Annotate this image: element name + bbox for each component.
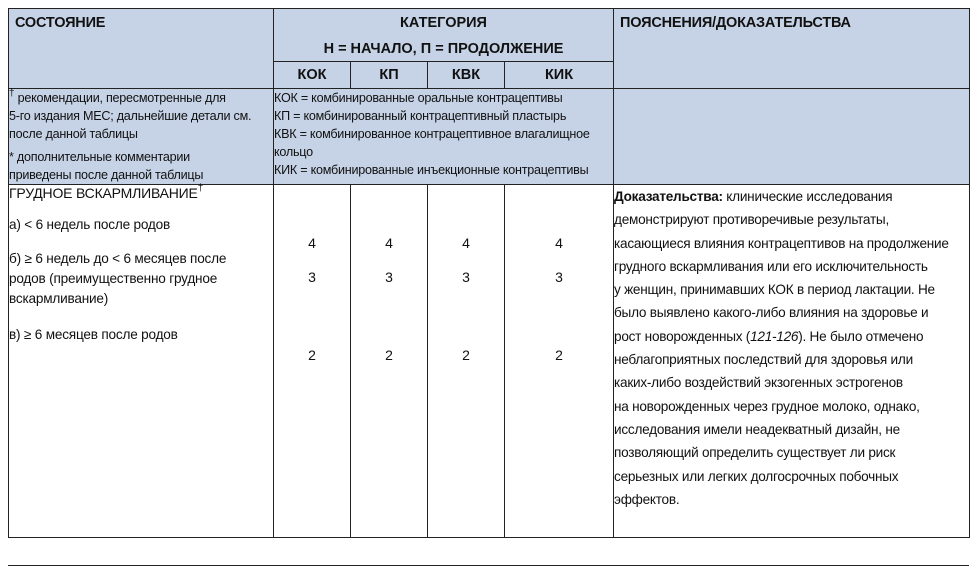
value-kvk-a: 4 [462, 235, 470, 251]
values-kik [505, 185, 614, 538]
value-kok-b: 3 [308, 269, 316, 285]
evidence-line-9: каких-либо воздействий экзогенных эстрогенов [614, 375, 903, 391]
evidence-line-12: позволяющий определить существует ли риск [614, 445, 896, 461]
evidence-line-1-text: клинические исследования [722, 189, 893, 204]
evidence-line-7-post: ). Не было отмечено [798, 328, 924, 344]
evidence-line-5: у женщин, принимавших КОК в период лактации. Не [614, 282, 935, 298]
value-kp-a: 4 [385, 235, 393, 251]
header-row-1 [9, 9, 970, 62]
evidence-line-4: грудного вскармливания или его исключительность [614, 258, 928, 274]
dagger-note-line3: после данной таблицы [9, 127, 138, 141]
breastfeeding-row [9, 185, 970, 538]
star-note-line1: * дополнительные комментарии [9, 150, 190, 164]
value-kok-c: 2 [308, 347, 316, 363]
condition-dagger: † [197, 183, 204, 195]
condition-header-cell [9, 9, 274, 89]
value-kok-a: 4 [308, 235, 316, 251]
value-kp-c: 2 [385, 347, 393, 363]
evidence-cell [614, 185, 970, 538]
evidence-citation: 121-126 [750, 328, 799, 344]
explanations-header-cell [614, 9, 970, 89]
dagger-note-line1: рекомендации, пересмотренные для [17, 91, 226, 105]
abbr-kok: КОК = комбинированные оральные контрацептивы [274, 91, 563, 105]
method-header-kvk: КВК [428, 62, 505, 89]
condition-cell [9, 185, 274, 538]
abbreviations [274, 89, 614, 185]
dagger-symbol: † [9, 87, 15, 99]
explanations-header: ПОЯСНЕНИЯ/ДОКАЗАТЕЛЬСТВА [620, 15, 851, 31]
condition-item-b-line2: родов (преимущественно грудное [9, 271, 218, 286]
value-kik-b: 3 [555, 269, 563, 285]
evidence-line-2: демонстрируют противоречивые результаты, [614, 212, 889, 228]
condition-title-text: ГРУДНОЕ ВСКАРМЛИВАНИЕ [9, 185, 198, 201]
condition-header: СОСТОЯНИЕ [15, 15, 106, 31]
method-header-kp: КП [351, 62, 428, 89]
method-header-kik: КИК [505, 62, 614, 89]
abbr-kvk-cont: кольцо [274, 145, 313, 159]
category-header-cell [274, 9, 614, 62]
values-kp [351, 185, 428, 538]
abbr-kp: КП = комбинированный контрацептивный пластырь [274, 109, 567, 123]
value-kik-a: 4 [555, 235, 563, 251]
evidence-line-3: касающиеся влияния контрацептивов на продолжение [614, 235, 949, 251]
bottom-rule [8, 565, 969, 566]
dagger-note-line2: 5-го издания МЕС; дальнейшие детали см. [9, 109, 252, 123]
condition-item-b-line1: б) ≥ 6 недель до < 6 месяцев после [9, 251, 227, 266]
value-kvk-c: 2 [462, 347, 470, 363]
condition-item-a [9, 215, 273, 235]
value-kvk-b: 3 [462, 269, 470, 285]
evidence-line-7-pre: рост новорожденных ( [614, 328, 751, 344]
legend-empty-cell [614, 89, 970, 185]
condition-title [9, 185, 273, 201]
category-subheader: Н = НАЧАЛО, П = ПРОДОЛЖЕНИЕ [323, 41, 564, 57]
mec-table [8, 8, 970, 538]
condition-item-b-line3: вскармливание) [9, 291, 109, 306]
value-kp-b: 3 [385, 269, 393, 285]
legend-notes [9, 89, 274, 185]
evidence-line-10: на новорожденных через грудное молоко, однако, [614, 398, 920, 414]
method-header-kok: КОК [274, 62, 351, 89]
evidence-line-14: эффектов. [614, 491, 680, 507]
evidence-line-7 [614, 325, 969, 348]
condition-item-c-text: в) ≥ 6 месяцев после родов [9, 327, 178, 342]
category-header: КАТЕГОРИЯ [400, 15, 487, 31]
values-kvk [428, 185, 505, 538]
evidence-line-6: было выявлено какого-либо влияния на здоровье и [614, 305, 929, 321]
evidence-line-8: неблагоприятных последствий для здоровья или [614, 352, 913, 368]
star-note-line2: приведены после данной таблицы [9, 168, 204, 182]
evidence-label: Доказательства: [614, 189, 723, 204]
value-kik-c: 2 [555, 347, 563, 363]
evidence-line-1 [614, 185, 969, 208]
abbr-kik: КИК = комбинированные инъекционные контрацептивы [274, 163, 589, 177]
dagger-note [9, 89, 273, 107]
condition-item-a-text: а) < 6 недель после родов [9, 217, 171, 232]
values-kok [274, 185, 351, 538]
condition-item-c [9, 325, 273, 345]
legend-row [9, 89, 970, 185]
evidence-line-11: исследования имели неадекватный дизайн, не [614, 421, 900, 437]
evidence-line-13: серьезных или легких долгосрочных побочных [614, 468, 899, 484]
abbr-kvk: КВК = комбинированное контрацептивное влагалищное [274, 127, 590, 141]
condition-item-b [9, 249, 273, 309]
